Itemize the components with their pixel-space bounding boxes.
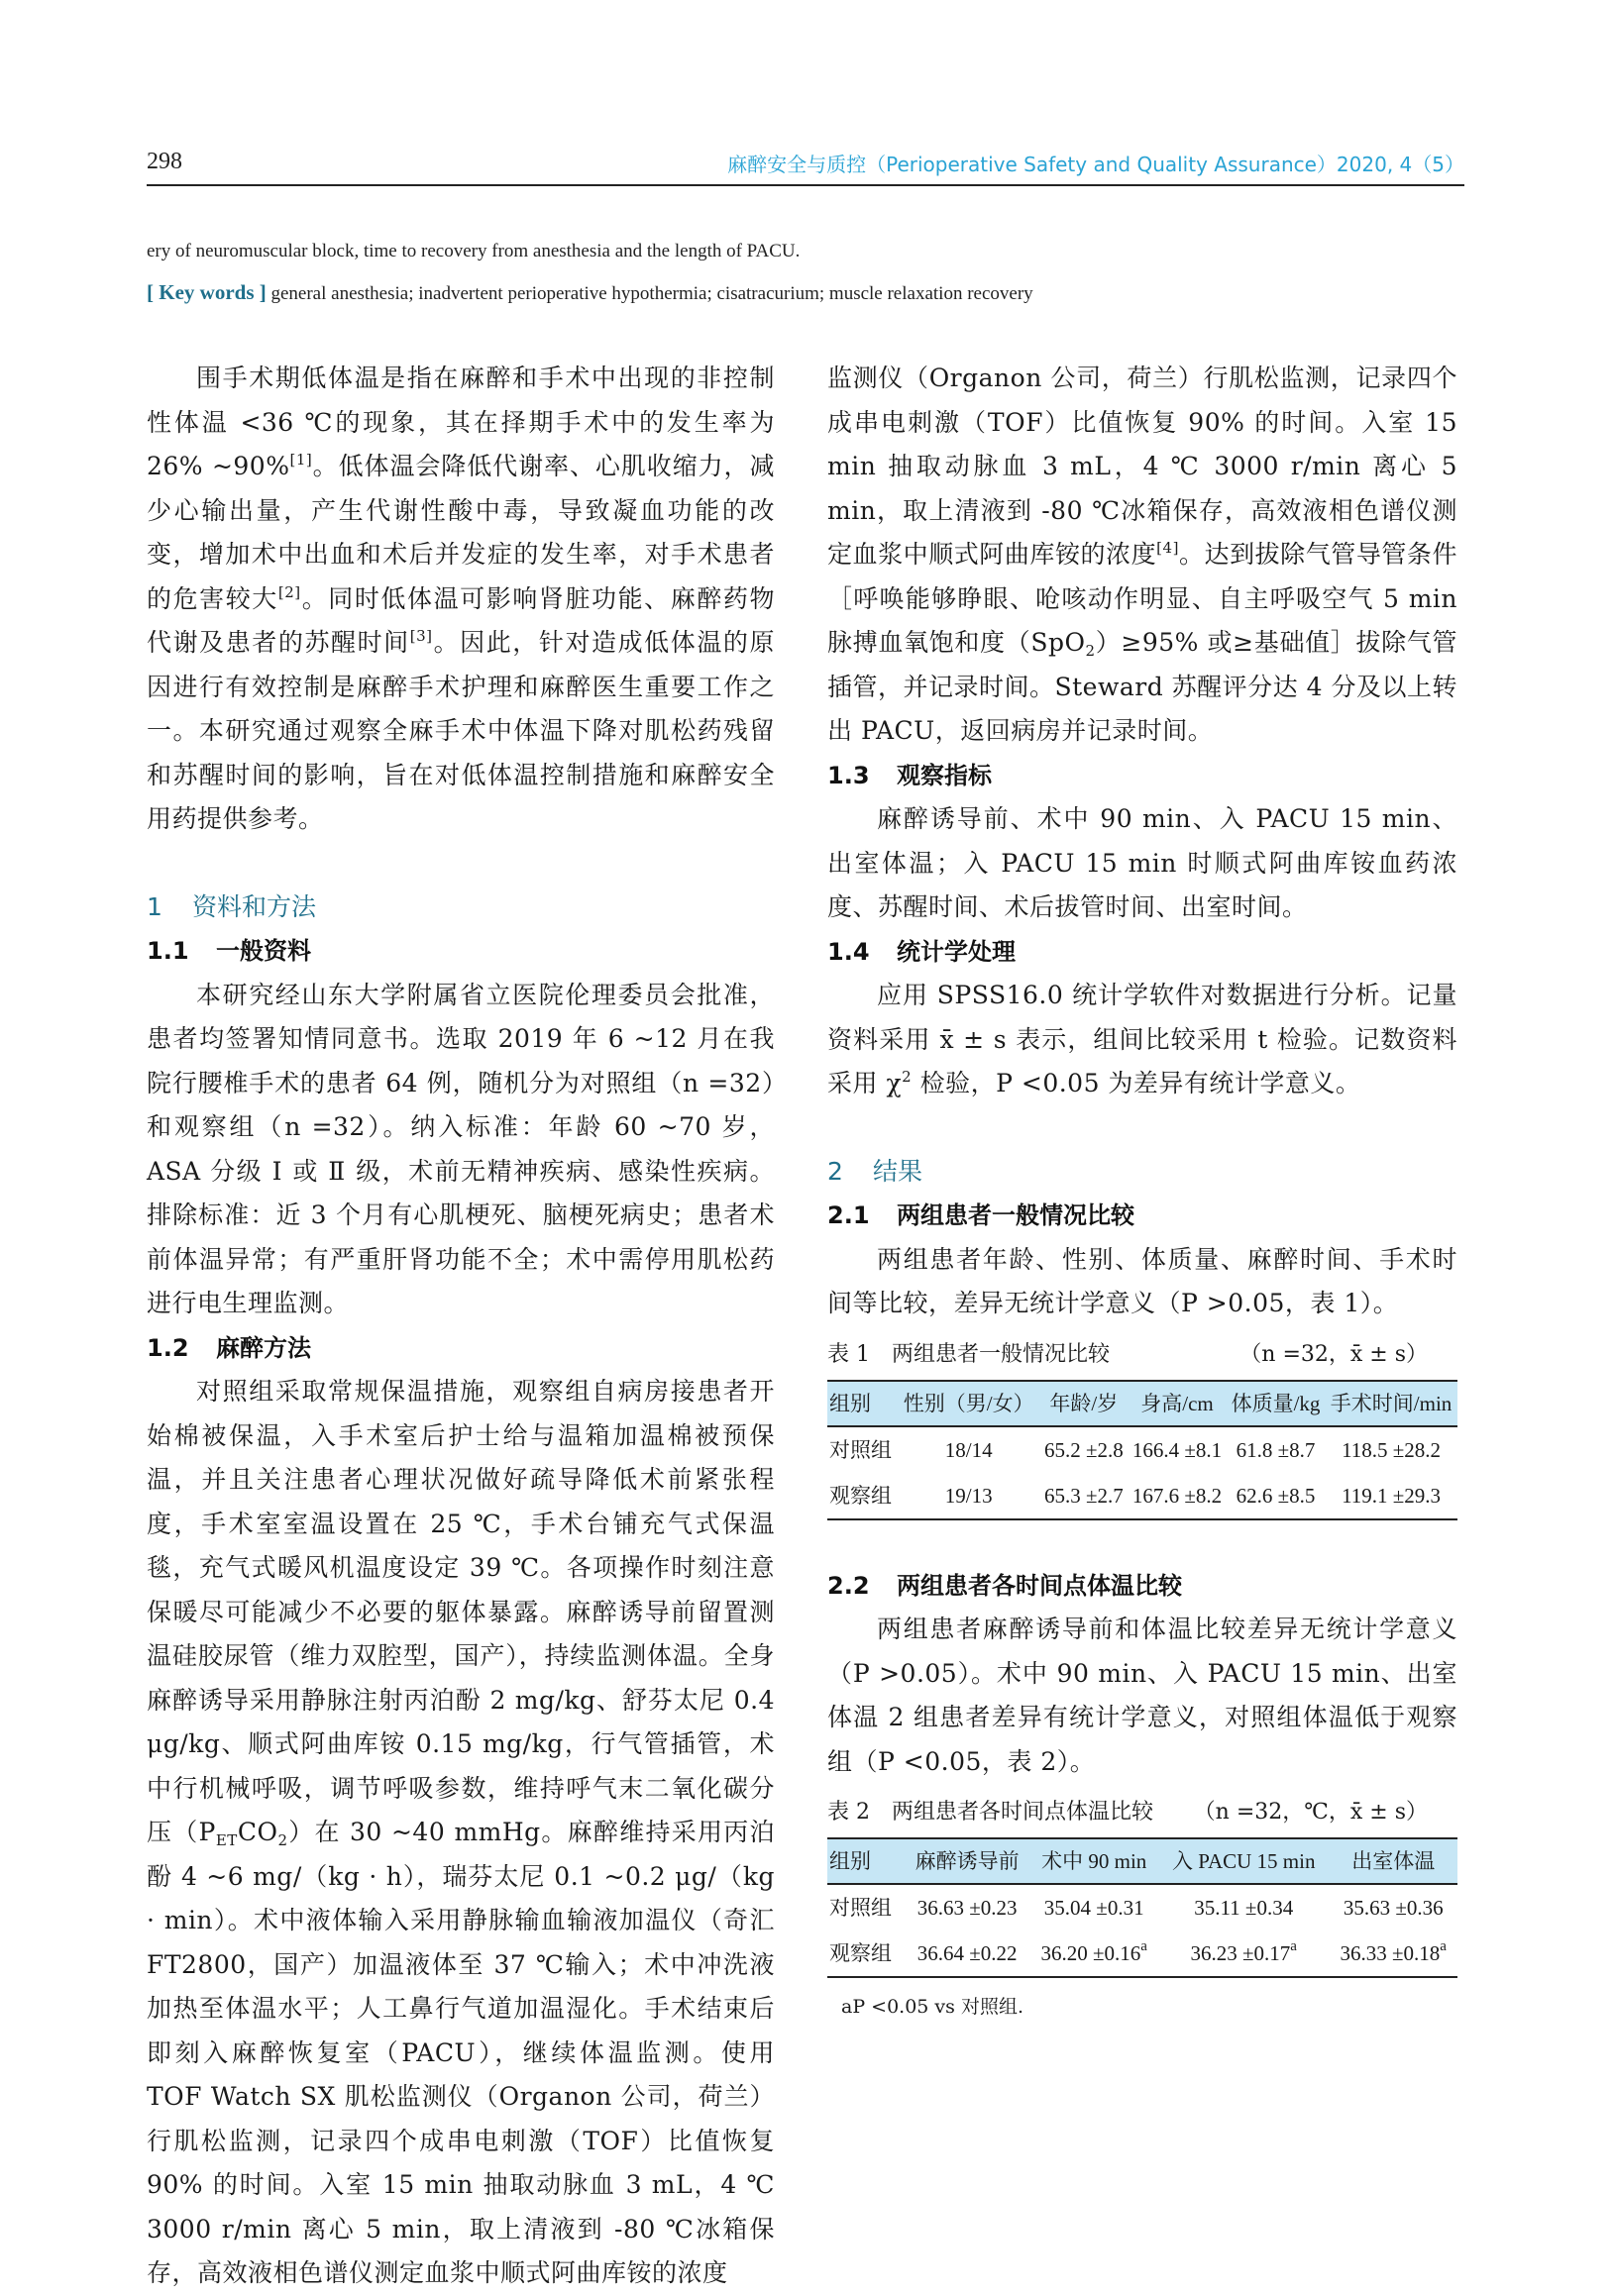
subsection-heading: 2.2 两组患者各时间点体温比较 bbox=[827, 1571, 1182, 1600]
general-data-paragraph: 本研究经山东大学附属省立医院伦理委员会批准，患者均签署知情同意书。选取 2019 年 6 ~12 月在我院行腰椎手术的患者 64 例，随机分为对照组（n =32）和观察组（n =32）。纳入标准：年龄 60 ~70 岁，ASA 分级 Ⅰ 或 Ⅱ 级，术前无精神疾病、感染性疾病。排除标准：近 3 个月有心肌梗死、脑梗死病史；患者术前体温异常；有严重肝肾功能不全；术中需停用肌松药进行电生理监测。 bbox=[147, 980, 775, 1317]
table-header: 年龄/岁 bbox=[1049, 1391, 1119, 1415]
section-heading: 2 结果 bbox=[827, 1156, 923, 1186]
right-column bbox=[827, 357, 1457, 2019]
citation[interactable]: [4] bbox=[1156, 539, 1179, 557]
table-header: 入 PACU 15 min bbox=[1171, 1849, 1316, 1873]
results-general-paragraph: 两组患者年龄、性别、体质量、麻醉时间、手术时间等比较，差异无统计学意义（P >0.05，表 1）。 bbox=[827, 1244, 1457, 1317]
keywords bbox=[147, 280, 1033, 305]
table2-caption: 表 2 两组患者各时间点体温比较 （n =32，℃，x̄ ± s） bbox=[827, 1800, 1428, 1825]
subsection-heading: 1.1 一般资料 bbox=[147, 937, 311, 965]
citation[interactable]: [1] bbox=[289, 451, 313, 469]
table-row: 对照组 36.63 ±0.23 35.04 ±0.31 35.11 ±0.34 35.63 ±0.36 bbox=[829, 1896, 1444, 1920]
keywords-label: [ Key words ] bbox=[147, 280, 267, 304]
indicators-paragraph: 麻醉诱导前、术中 90 min、入 PACU 15 min、出室体温；入 PACU 15 min 时顺式阿曲库铵血药浓度、苏醒时间、术后拔管时间、出室时间。 bbox=[827, 804, 1457, 921]
subsection-heading: 1.4 统计学处理 bbox=[827, 937, 1016, 966]
table1 bbox=[827, 1380, 1457, 1520]
abstract-tail: ery of neuromuscular block, time to recovery from anesthesia and the length of PACU. bbox=[147, 241, 801, 261]
citation[interactable]: [2] bbox=[277, 582, 301, 601]
significance-mark: a bbox=[1140, 1938, 1147, 1954]
citation[interactable]: [3] bbox=[409, 627, 433, 645]
intro-paragraph: 围手术期低体温是指在麻醉和手术中出现的非控制性体温 <36 ℃的现象，其在择期手术中的发生率为 26% ~90%[1]。低体温会降低代谢率、心肌收缩力，减少心输出量，产生代谢性酸中毒，导致凝血功能的改变，增加术中出血和术后并发症的发生率，对手术患者的危害较大[2]。同时低体温可影响肾脏功能、麻醉药物代谢及患者的苏醒时间[3]。因此，针对造成低体温的原因进行有效控制是麻醉手术护理和麻醉医生重要工作之一。本研究通过观察全麻手术中体温下降对肌松药残留和苏醒时间的影响，旨在对低体温控制措施和麻醉安全用药提供参考。 bbox=[147, 364, 775, 833]
subsection-heading: 1.2 麻醉方法 bbox=[147, 1333, 311, 1362]
subsection-heading: 2.1 两组患者一般情况比较 bbox=[827, 1201, 1134, 1229]
section-heading: 1 资料和方法 bbox=[147, 891, 317, 921]
table2-footnote: aP <0.05 vs 对照组. bbox=[841, 1996, 1023, 2018]
monitoring-paragraph: 监测仪（Organon 公司，荷兰）行肌松监测，记录四个成串电刺激（TOF）比值恢复 90% 的时间。入室 15 min 抽取动脉血 3 mL，4 ℃ 3000 r/min 离心 5 min，取上清液到 -80 ℃冰箱保存，高效液相色谱仪测定血浆中顺式阿曲库铵的浓度[4]。达到拔除气管导管条件［呼唤能够睁眼、呛咳动作明显、自主呼吸空气 5 min 脉搏血氧饱和度（SpO$_2$）≥95% 或≥基础值］拔除气管插管，并记录时间。Steward 苏醒评分达 4 分及以上转出 PACU，返回病房并记录时间。 bbox=[827, 364, 1457, 745]
journal-title: 麻醉安全与质控（Perioperative Safety and Quality Assurance）2020, 4（5） bbox=[727, 153, 1464, 176]
left-column bbox=[147, 357, 775, 2296]
results-temperature-paragraph: 两组患者麻醉诱导前和体温比较差异无统计学意义（P >0.05）。术中 90 min、入 PACU 15 min、出室体温 2 组患者差异有统计学意义，对照组体温低于观察组（P <0.05，表 2）。 bbox=[827, 1615, 1457, 1776]
anesthesia-method-paragraph: 对照组采取常规保温措施，观察组自病房接患者开始棉被保温，入手术室后护士给与温箱加温棉被预保温，并且关注患者心理状况做好疏导降低术前紧张程度，手术室室温设置在 25 ℃，手术台铺充气式保温毯，充气式暖风机温度设定 39 ℃。各项操作时刻注意保暖尽可能减少不必要的躯体暴露。麻醉诱导前留置测温硅胶尿管（维力双腔型，国产），持续监测体温。全身麻醉诱导采用静脉注射丙泊酚 2 mg/kg、舒芬太尼 0.4 μg/kg、顺式阿曲库铵 0.15 mg/kg，行气管插管，术中行机械呼吸，调节呼吸参数，维持呼气末二氧化碳分压$(P_{ET}CO_2)$在 30 ~40 mmHg。麻醉维持采用丙泊酚 4 ~6 mg/（kg · h），瑞芬太尼 0.1 ~0.2 μg/（kg · min）。术中液体输入采用静脉输血输液加温仪（奇汇 FT2800，国产）加温液体至 37 ℃输入；术中冲洗液加热至体温水平；人工鼻行气道加温湿化。手术结束后即刻入麻醉恢复室（PACU），继续体温监测。使用 TOF Watch SX 肌松监测仪（Organon 公司，荷兰）行肌松监测，记录四个成串电刺激（TOF）比值恢复 90% 的时间。入室 15 min 抽取动脉血 3 mL，4 ℃ 3000 r/min 离心 5 min，取上清液到 -80 ℃冰箱保存，高效液相色谱仪测定血浆中顺式阿曲库铵的浓度 bbox=[147, 1377, 775, 2287]
table-row: 对照组 18/14 65.2 ±2.8 166.4 ±8.1 61.8 ±8.7 118.5 ±28.2 bbox=[829, 1437, 1442, 1462]
table-header: 组别 bbox=[829, 1391, 871, 1415]
page-header bbox=[147, 145, 1464, 186]
table-header: 性别（男/女） bbox=[903, 1391, 1034, 1415]
significance-mark: a bbox=[1290, 1938, 1297, 1954]
table-header: 出室体温 bbox=[1351, 1849, 1436, 1873]
table-row: 观察组 36.64 ±0.22 36.20 ±0.16$^a$ 36.23 ±0.17$^a$ 36.33 ±0.18$^a$ bbox=[829, 1938, 1447, 1965]
table1-caption: 表 1 两组患者一般情况比较 （n =32，x̄ ± s） bbox=[827, 1341, 1428, 1367]
table-row: 观察组 19/13 65.3 ±2.7 167.6 ±8.2 62.6 ±8.5 119.1 ±29.3 bbox=[829, 1483, 1442, 1508]
keywords-text: general anesthesia; inadvertent perioperative hypothermia; cisatracurium; muscle relaxation recovery bbox=[270, 283, 1033, 304]
table-header: 身高/cm bbox=[1140, 1391, 1214, 1415]
subsection-heading: 1.3 观察指标 bbox=[827, 761, 992, 789]
table-header: 手术时间/min bbox=[1330, 1391, 1453, 1415]
table-header: 组别 bbox=[829, 1849, 871, 1873]
page-number: 298 bbox=[147, 149, 182, 174]
table-header: 体质量/kg bbox=[1231, 1391, 1321, 1415]
statistics-paragraph: 应用 SPSS16.0 统计学软件对数据进行分析。记量资料采用 x̄ ± s 表示，组间比较采用 t 检验。记数资料采用 $\chi^2$ 检验，P <0.05 为差异有统计学意义。 bbox=[827, 981, 1457, 1097]
significance-mark: a bbox=[1440, 1938, 1447, 1954]
table-header: 麻醉诱导前 bbox=[915, 1849, 1020, 1873]
table-header: 术中 90 min bbox=[1041, 1849, 1147, 1873]
table2 bbox=[827, 1837, 1457, 1978]
